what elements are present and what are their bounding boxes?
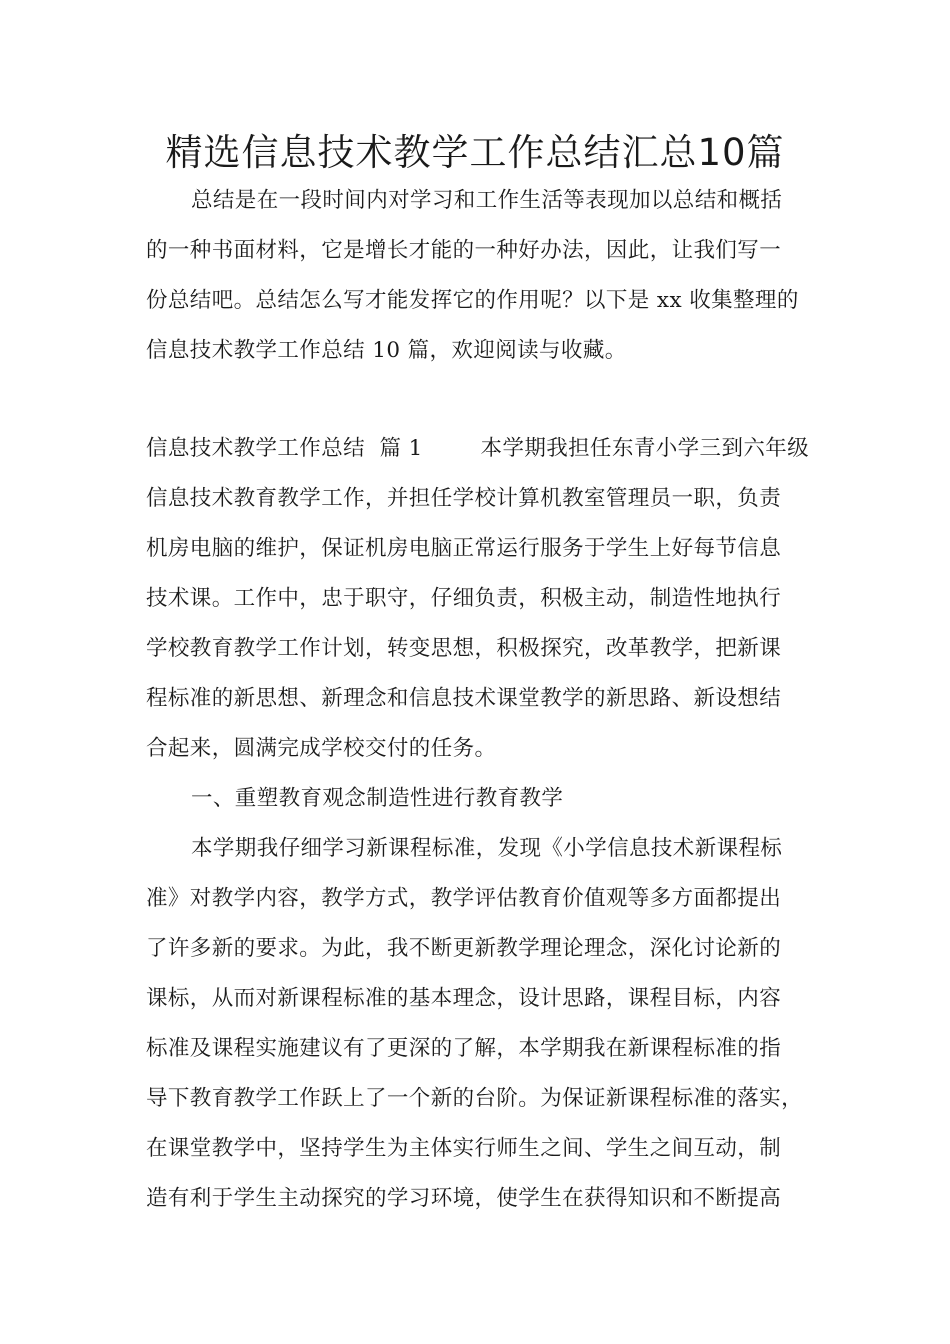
- intro-line: 信息技术教学工作总结 10 篇，欢迎阅读与收藏。: [146, 338, 627, 363]
- article-line: 标准及课程实施建议有了更深的了解，本学期我在新课程标准的指: [146, 1036, 782, 1061]
- article-line: 信息技术教育教学工作，并担任学校计算机教室管理员一职，负责: [146, 486, 782, 511]
- document-title: 精选信息技术教学工作总结汇总10篇: [165, 131, 785, 174]
- article-line: 导下教育教学工作跃上了一个新的台阶。为保证新课程标准的落实，: [146, 1086, 804, 1111]
- article-line: 课标，从而对新课程标准的基本理念，设计思路，课程目标，内容: [146, 986, 782, 1011]
- article-line: 学校教育教学工作计划，转变思想，积极探究，改革教学，把新课: [146, 636, 782, 661]
- intro-line: 的一种书面材料，它是增长才能的一种好办法，因此，让我们写一: [146, 238, 782, 263]
- article-line: 本学期我仔细学习新课程标准，发现《小学信息技术新课程标: [191, 836, 783, 861]
- article-line: 了许多新的要求。为此，我不断更新教学理论理念，深化讨论新的: [146, 936, 782, 961]
- article-line: 准》对教学内容，教学方式，教学评估教育价值观等多方面都提出: [146, 886, 782, 911]
- article-line: 造有利于学生主动探究的学习环境，使学生在获得知识和不断提高: [146, 1186, 782, 1211]
- article-line: 技术课。工作中，忠于职守，仔细负责，积极主动，制造性地执行: [146, 586, 782, 611]
- article-body: [146, 424, 826, 1224]
- article-line: 合起来，圆满完成学校交付的任务。: [146, 736, 497, 761]
- intro-line: 份总结吧。总结怎么写才能发挥它的作用呢？以下是 xx 收集整理的: [146, 288, 799, 313]
- article-line: 机房电脑的维护，保证机房电脑正常运行服务于学生上好每节信息: [146, 536, 782, 561]
- intro-line: 总结是在一段时间内对学习和工作生活等表现加以总结和概括: [191, 188, 783, 213]
- article-heading-line: 信息技术教学工作总结 篇 1 本学期我担任东青小学三到六年级: [146, 436, 810, 461]
- intro-paragraph: [146, 176, 826, 376]
- section-heading: 一、重塑教育观念制造性进行教育教学: [191, 786, 564, 811]
- article-line: 在课堂教学中，坚持学生为主体实行师生之间、学生之间互动，制: [146, 1136, 782, 1161]
- article-line: 程标准的新思想、新理念和信息技术课堂教学的新思路、新设想结: [146, 686, 782, 711]
